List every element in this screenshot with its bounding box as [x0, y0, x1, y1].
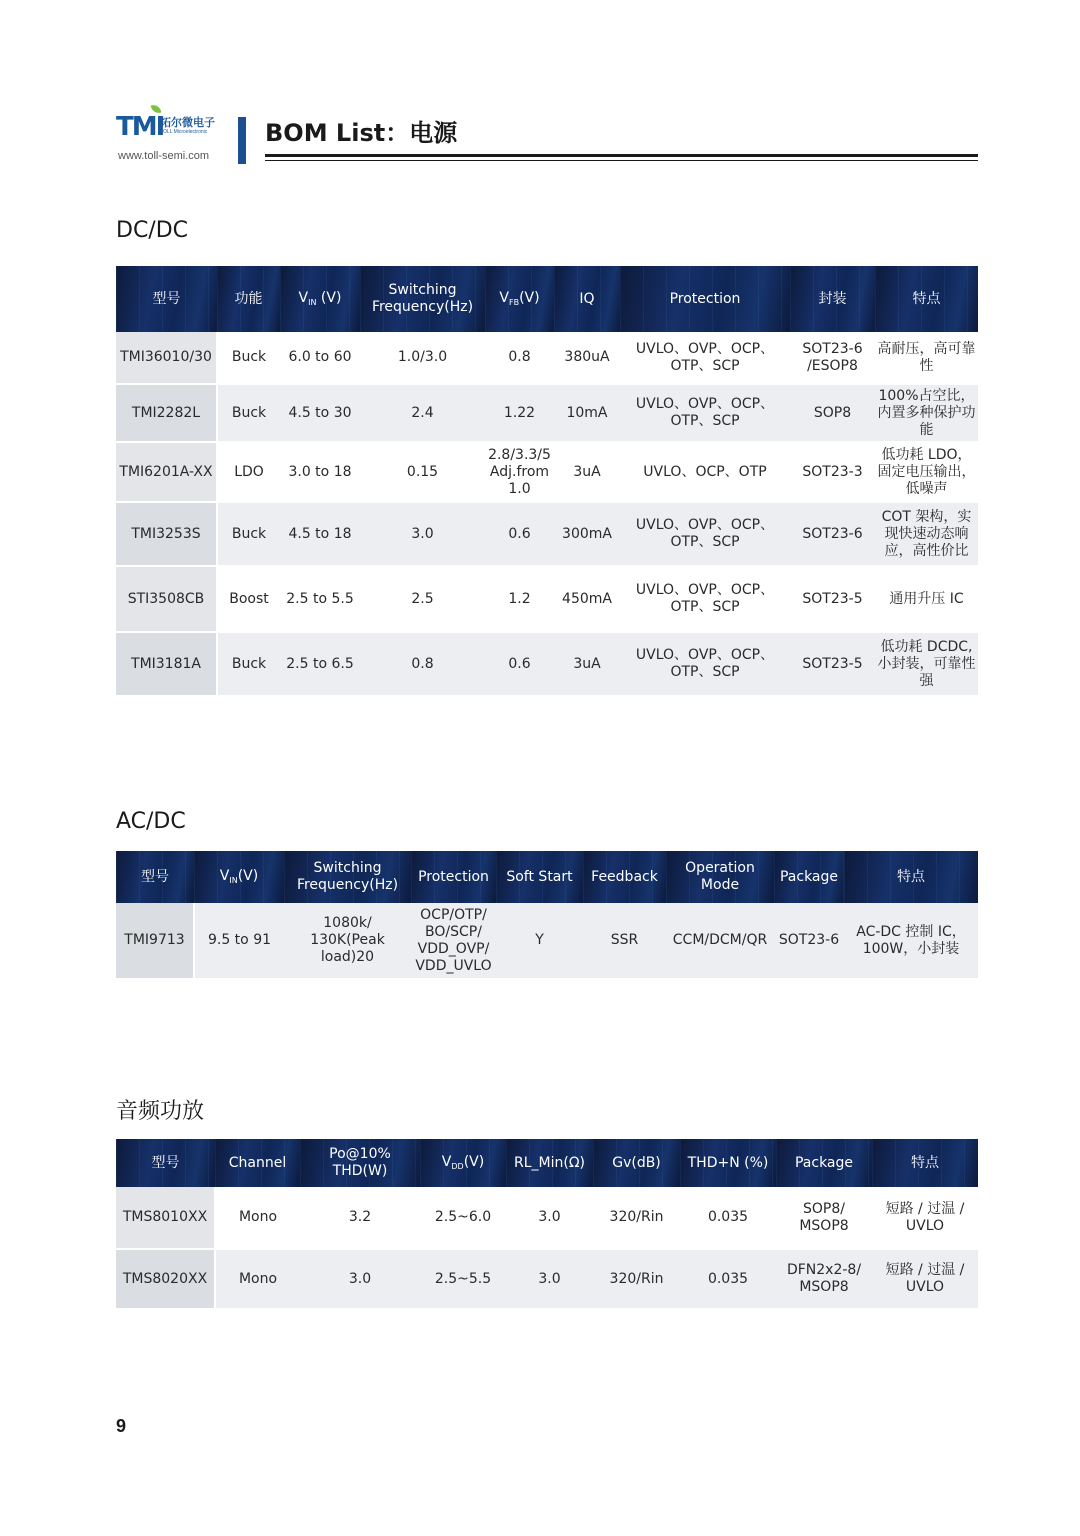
- cell: 3.0: [360, 502, 485, 566]
- cell: 380uA: [554, 332, 620, 384]
- column-header: IQ: [554, 266, 620, 332]
- column-header: 型号: [116, 851, 194, 903]
- cell: 0.15: [360, 442, 485, 502]
- page-number: 9: [116, 1416, 127, 1436]
- cell: 2.4: [360, 384, 485, 442]
- table-header-row: [116, 266, 978, 332]
- cell: Mono: [215, 1249, 300, 1309]
- cell: 3.0: [506, 1187, 593, 1249]
- cell: 0.035: [680, 1187, 776, 1249]
- cell: UVLO、OVP、OCP、OTP、SCP: [620, 502, 790, 566]
- cell: 1080k/ 130K(Peak load)20: [284, 903, 411, 979]
- cell: UVLO、OVP、OCP、OTP、SCP: [620, 384, 790, 442]
- column-header: Protection: [411, 851, 496, 903]
- cell: 2.5 to 5.5: [280, 566, 360, 632]
- acdc-table: [116, 851, 978, 980]
- table-header-row: [116, 851, 978, 903]
- cell: SOT23-5: [790, 566, 875, 632]
- cell: Y: [496, 903, 583, 979]
- header-accent-bar: [238, 117, 246, 164]
- column-header: 功能: [217, 266, 280, 332]
- header-divider-thin: [265, 160, 978, 161]
- cell: SOP8: [790, 384, 875, 442]
- column-header: Switching Frequency(Hz): [284, 851, 411, 903]
- column-header: $V_{IN}$ (V): [280, 266, 360, 332]
- column-header: $V_{FB}(V)$: [485, 266, 554, 332]
- table-row: [116, 903, 978, 979]
- column-header: 特点: [872, 1139, 978, 1187]
- column-header: $V_{DD}(V)$: [420, 1139, 506, 1187]
- column-header: 特点: [844, 851, 978, 903]
- cell: 2.8/3.3/5 Adj.from 1.0: [485, 442, 554, 502]
- page-title: BOM List：电源: [265, 119, 458, 147]
- audio-table: [116, 1139, 978, 1310]
- cell: 100%占空比，内置多种保护功能: [875, 384, 978, 442]
- header-divider: [265, 154, 978, 157]
- column-header: Protection: [620, 266, 790, 332]
- table-row: [116, 442, 978, 502]
- cell: DFN2x2-8/ MSOP8: [776, 1249, 872, 1309]
- cell: Buck: [217, 502, 280, 566]
- cell: 0.8: [360, 632, 485, 696]
- table-row: [116, 566, 978, 632]
- column-header: Soft Start: [496, 851, 583, 903]
- cell: 3.0: [506, 1249, 593, 1309]
- section-title-acdc: AC/DC: [116, 809, 186, 834]
- table-row: [116, 632, 978, 696]
- logo-mark: TMI: [116, 112, 164, 142]
- cell: UVLO、OVP、OCP、OTP、SCP: [620, 566, 790, 632]
- cell: SOT23-6: [790, 502, 875, 566]
- cell: 3.2: [300, 1187, 420, 1249]
- cell-part-number: TMI3181A: [116, 632, 217, 696]
- cell: SOT23-5: [790, 632, 875, 696]
- column-header: Operation Mode: [666, 851, 774, 903]
- column-header: Channel: [215, 1139, 300, 1187]
- cell-part-number: STI3508CB: [116, 566, 217, 632]
- cell: CCM/DCM/QR: [666, 903, 774, 979]
- column-header: Package: [776, 1139, 872, 1187]
- cell: AC-DC 控制 IC，100W，小封装: [844, 903, 978, 979]
- column-header: 封装: [790, 266, 875, 332]
- cell: UVLO、OVP、OCP、OTP、SCP: [620, 632, 790, 696]
- cell: SOT23-3: [790, 442, 875, 502]
- cell: 2.5~6.0: [420, 1187, 506, 1249]
- cell: 0.035: [680, 1249, 776, 1309]
- cell: SSR: [583, 903, 666, 979]
- cell: 0.8: [485, 332, 554, 384]
- column-header: THD+N (%): [680, 1139, 776, 1187]
- cell: 4.5 to 30: [280, 384, 360, 442]
- column-header: 型号: [116, 1139, 215, 1187]
- column-header: $V_{IN}(V)$: [194, 851, 284, 903]
- cell: OCP/OTP/ BO/SCP/ VDD_OVP/ VDD_UVLO: [411, 903, 496, 979]
- cell: 低功耗 DCDC,小封装，可靠性强: [875, 632, 978, 696]
- column-header: 特点: [875, 266, 978, 332]
- cell: UVLO、OVP、OCP、OTP、SCP: [620, 332, 790, 384]
- cell: 10mA: [554, 384, 620, 442]
- table-row: [116, 1187, 978, 1249]
- cell: SOT23-6 /ESOP8: [790, 332, 875, 384]
- cell: 4.5 to 18: [280, 502, 360, 566]
- cell-part-number: TMI6201A-XX: [116, 442, 217, 502]
- column-header: Po@10% THD(W): [300, 1139, 420, 1187]
- cell: 300mA: [554, 502, 620, 566]
- cell: 短路 / 过温 / UVLO: [872, 1249, 978, 1309]
- cell: 高耐压，高可靠性: [875, 332, 978, 384]
- cell: Buck: [217, 384, 280, 442]
- column-header: Gv(dB): [593, 1139, 680, 1187]
- cell: Buck: [217, 332, 280, 384]
- dcdc-table: [116, 266, 978, 697]
- section-title-audio: 音频功放: [116, 1099, 205, 1124]
- cell: 短路 / 过温 / UVLO: [872, 1187, 978, 1249]
- table-row: [116, 1249, 978, 1309]
- table-row: [116, 502, 978, 566]
- cell: 2.5 to 6.5: [280, 632, 360, 696]
- logo-chinese-name: 拓尔微电子: [160, 117, 215, 129]
- cell: 450mA: [554, 566, 620, 632]
- column-header: Switching Frequency(Hz): [360, 266, 485, 332]
- cell: Mono: [215, 1187, 300, 1249]
- cell: Boost: [217, 566, 280, 632]
- website-url: www.toll-semi.com: [118, 150, 210, 162]
- cell: 9.5 to 91: [194, 903, 284, 979]
- cell: 低功耗 LDO，固定电压输出，低噪声: [875, 442, 978, 502]
- cell-part-number: TMI9713: [116, 903, 194, 979]
- column-header: Package: [774, 851, 844, 903]
- cell: 0.6: [485, 632, 554, 696]
- cell: 3.0: [300, 1249, 420, 1309]
- cell: 2.5~5.5: [420, 1249, 506, 1309]
- cell-part-number: TMI3253S: [116, 502, 217, 566]
- cell: SOP8/ MSOP8: [776, 1187, 872, 1249]
- cell: 320/Rin: [593, 1187, 680, 1249]
- cell: 通用升压 IC: [875, 566, 978, 632]
- cell: Buck: [217, 632, 280, 696]
- cell: 3uA: [554, 442, 620, 502]
- cell-part-number: TMI36010/30: [116, 332, 217, 384]
- column-header: Feedback: [583, 851, 666, 903]
- table-row: [116, 332, 978, 384]
- cell: LDO: [217, 442, 280, 502]
- column-header: 型号: [116, 266, 217, 332]
- cell: 2.5: [360, 566, 485, 632]
- cell: 3.0 to 18: [280, 442, 360, 502]
- cell-part-number: TMS8010XX: [116, 1187, 215, 1249]
- cell: 1.22: [485, 384, 554, 442]
- table-header-row: [116, 1139, 978, 1187]
- cell: UVLO、OCP、OTP: [620, 442, 790, 502]
- cell: 1.0/3.0: [360, 332, 485, 384]
- cell: SOT23-6: [774, 903, 844, 979]
- cell-part-number: TMS8020XX: [116, 1249, 215, 1309]
- company-logo[interactable]: [116, 104, 228, 168]
- cell-part-number: TMI2282L: [116, 384, 217, 442]
- cell: COT 架构，实现快速动态响应，高性价比: [875, 502, 978, 566]
- table-row: [116, 384, 978, 442]
- cell: 0.6: [485, 502, 554, 566]
- column-header: RL_Min(Ω): [506, 1139, 593, 1187]
- cell: 6.0 to 60: [280, 332, 360, 384]
- logo-english-name: TOLL Microelectronic: [160, 129, 208, 135]
- cell: 1.2: [485, 566, 554, 632]
- section-title-dcdc: DC/DC: [116, 218, 189, 243]
- cell: 3uA: [554, 632, 620, 696]
- cell: 320/Rin: [593, 1249, 680, 1309]
